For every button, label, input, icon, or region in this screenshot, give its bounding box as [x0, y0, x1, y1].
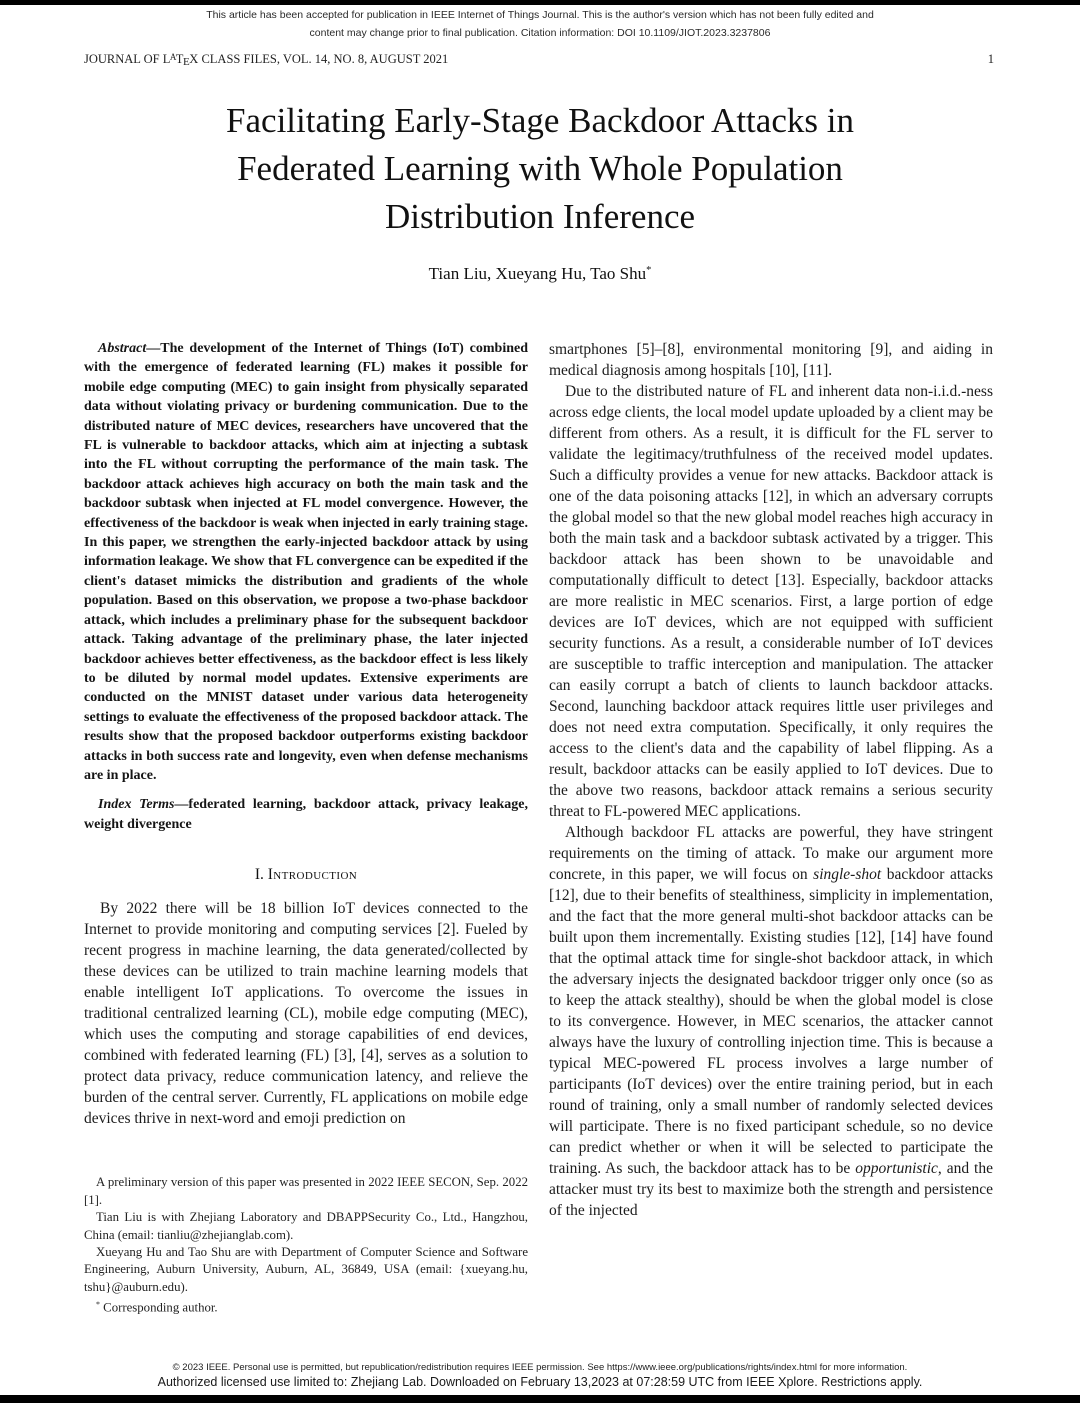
latex-logo-a: A: [169, 52, 177, 63]
right-column: [549, 339, 993, 1317]
page-number: 1: [987, 52, 994, 66]
footnote-preliminary-version: A preliminary version of this paper was presented in 2022 IEEE SECON, Sep. 2022 [1].: [84, 1175, 528, 1207]
running-header: [84, 52, 994, 67]
corresponding-author-mark: *: [646, 265, 652, 277]
acceptance-notice-line-1: This article has been accepted for publication in IEEE Internet of Things Journal. This is the author's version which has not been fully edited and: [206, 9, 874, 21]
title-line-3: Distribution Inference: [384, 197, 696, 236]
index-terms-paragraph: [84, 795, 528, 834]
author-line: [0, 264, 1080, 284]
title-line-1: Facilitating Early-Stage Backdoor Attacks in: [226, 101, 854, 140]
top-edge-rule: [0, 0, 1080, 5]
footnote-author-affiliation-1: Tian Liu is with Zhejiang Laboratory and DBAPPSecurity Co., Ltd., Hangzhou, China (email: tianliu@zhejianglab.com).: [84, 1210, 528, 1242]
content-columns: [84, 339, 993, 1317]
section-number: I.: [254, 866, 264, 884]
emphasis-single-shot: single-shot: [813, 866, 882, 883]
title-line-2: Federated Learning with Whole Population: [237, 149, 843, 188]
paragraph-attack-timing: Although backdoor FL attacks are powerful, they have stringent requirements on the timing of attack. To make our argument more concrete, in this paper, we will focus on single-shot backdoor attacks [12], due to their benefits of stealthiness, simplicity in implementation, and the fact that the more general multi-shot backdoor attacks can be built upon them incrementally. Existing studies [12], [14] have found that the optimal attack time for single-shot backdoor attack, in which the adversary injects the designated backdoor trigger only once (so as to keep the attack stealthy), should be when the global model is close to its convergence. However, in MEC scenarios, the attacker cannot always have the luxury of controlling injection time. This is because a typical MEC-powered FL process involves a large number of participants (IoT devices) over the entire training period, but in each round of training, only a small number of randomly selected devices will participate. There is no fixed participant schedule, so no device can predict whether or when it will be selected to participate the training. As such, the backdoor attack has to be opportunistic, and the attacker must try its best to maximize both the strength and persistence of the injected: [549, 824, 993, 1219]
index-terms-lead: Index Terms: [98, 797, 175, 813]
acceptance-notice: [0, 0, 1080, 42]
section-title: Introduction: [267, 866, 358, 884]
footer-copyright-notice: © 2023 IEEE. Personal use is permitted, but republication/redistribution requires IEEE permission. See https://www.ieee.org/publications/rights/index.html for more information.: [172, 1362, 908, 1373]
footer-license-notice: Authorized licensed use limited to: Zhejiang Lab. Downloaded on February 13,2023 at 07:28:59 UTC from IEEE Xplore. Restrictions apply.: [157, 1375, 923, 1389]
paragraph-backdoor-attacks: Due to the distributed nature of FL and inherent data non-i.i.d.-ness across edge clients, the local model update uploaded by a client may be different from others. As a result, it is difficult for the FL server to validate the legitimacy/truthfulness of the received model updates. Such a difficulty provides a venue for new attacks. Backdoor attack is one of the data poisoning attacks [12], in which an adversary corrupts the global model so that the new global model reaches high accuracy in both the main task and a backdoor subtask activated by a trigger. This backdoor attack has been shown to be unavoidable and computationally difficult to detect [13]. Especially, backdoor attacks are more realistic in MEC scenarios. First, a large portion of edge devices are IoT devices, which are not equipped with sufficient security functions. As a result, a considerable number of IoT devices are susceptible to traffic interception and manipulation. The attacker can easily corrupt a batch of clients to launch backdoor attacks. Second, launching backdoor attack requires little user privileges and does not need extra computation. Specifically, it only requires the access to the client's data and the capability of label flipping. As a result, backdoor attacks can be easily applied to IoT devices. Due to the above two reasons, backdoor attack remains a serious security threat to FL-powered MEC applications.: [549, 383, 993, 820]
emphasis-opportunistic: opportunistic: [855, 1160, 938, 1177]
paper-title: [0, 97, 1080, 241]
latex-logo-e: E: [183, 56, 190, 69]
journal-name: JOURNAL OF LATEX CLASS FILES, VOL. 14, NO. 8, AUGUST 2021: [84, 52, 449, 69]
footnote-corresponding-author: * Corresponding author.: [96, 1300, 218, 1315]
left-column: [84, 339, 528, 1317]
footnote-block: [84, 1174, 528, 1317]
section-heading-introduction: [84, 866, 528, 884]
abstract-lead: Abstract: [98, 341, 147, 356]
footnote-author-affiliation-2: Xueyang Hu and Tao Shu are with Department of Computer Science and Software Engineering, Auburn University, Auburn, AL, 36849, USA (email: {xueyang.hu, tshu}@auburn.edu).: [84, 1245, 528, 1294]
footnote-asterisk-mark: *: [96, 1300, 100, 1310]
index-terms-text: —federated learning, backdoor attack, privacy leakage, weight divergence: [84, 797, 528, 832]
paragraph-continuation: smartphones [5]–[8], environmental monitoring [9], and aiding in medical diagnosis among hospitals [10], [11].: [549, 341, 993, 379]
author-names: Tian Liu, Xueyang Hu, Tao Shu: [428, 264, 647, 283]
acceptance-notice-line-2: content may change prior to final publication. Citation information: DOI 10.1109/JIOT.2023.3237806: [309, 26, 771, 39]
abstract-paragraph: [84, 339, 528, 785]
bottom-edge-rule: [0, 1395, 1080, 1403]
page-footer: [0, 1362, 1080, 1390]
abstract-text: —The development of the Internet of Things (IoT) combined with the emergence of federated learning (FL) makes it possible for mobile edge computing (MEC) to gain insight from physically separated data without violating privacy or burdening communication. Due to the distributed nature of MEC devices, researchers have uncovered that the FL is vulnerable to backdoor attacks, which aim at injecting a subtask into the FL without corrupting the performance of the main task. The backdoor attack achieves high accuracy on both the main task and the backdoor subtask when injected at FL model convergence. However, the effectiveness of the backdoor is weak when injected in early training stage. In this paper, we strengthen the early-injected backdoor attack by using information leakage. We show that FL convergence can be expedited if the client's dataset mimicks the distribution and gradients of the whole population. Based on this observation, we propose a two-phase backdoor attack, which includes a preliminary phase for the subsequent backdoor attack. Taking advantage of the preliminary phase, the later injected backdoor achieves better effectiveness, as the backdoor effect is less likely to be diluted by normal model updates. Extensive experiments are conducted on the MNIST dataset under various data heterogeneity settings to evaluate the effectiveness of the proposed backdoor attack. The results show that the proposed backdoor outperforms existing backdoor attacks in both success rate and longevity, even when defense mechanisms are in place.: [84, 341, 528, 783]
intro-paragraph: By 2022 there will be 18 billion IoT devices connected to the Internet to provide monitoring and computing services [2]. Fueled by recent progress in machine learning, the data generated/collected by these devices can be utilized to train machine learning models that enable intelligent IoT applications. To overcome the issues in traditional centralized learning (CL), mobile edge computing (MEC), which uses the computing and storage capabilities of end devices, combined with federated learning (FL) [3], [4], serves as a solution to protect data privacy, reduce communication latency, and relieve the burden of the central server. Currently, FL applications on mobile edge devices thrive in next-word and emoji prediction on: [84, 900, 528, 1128]
